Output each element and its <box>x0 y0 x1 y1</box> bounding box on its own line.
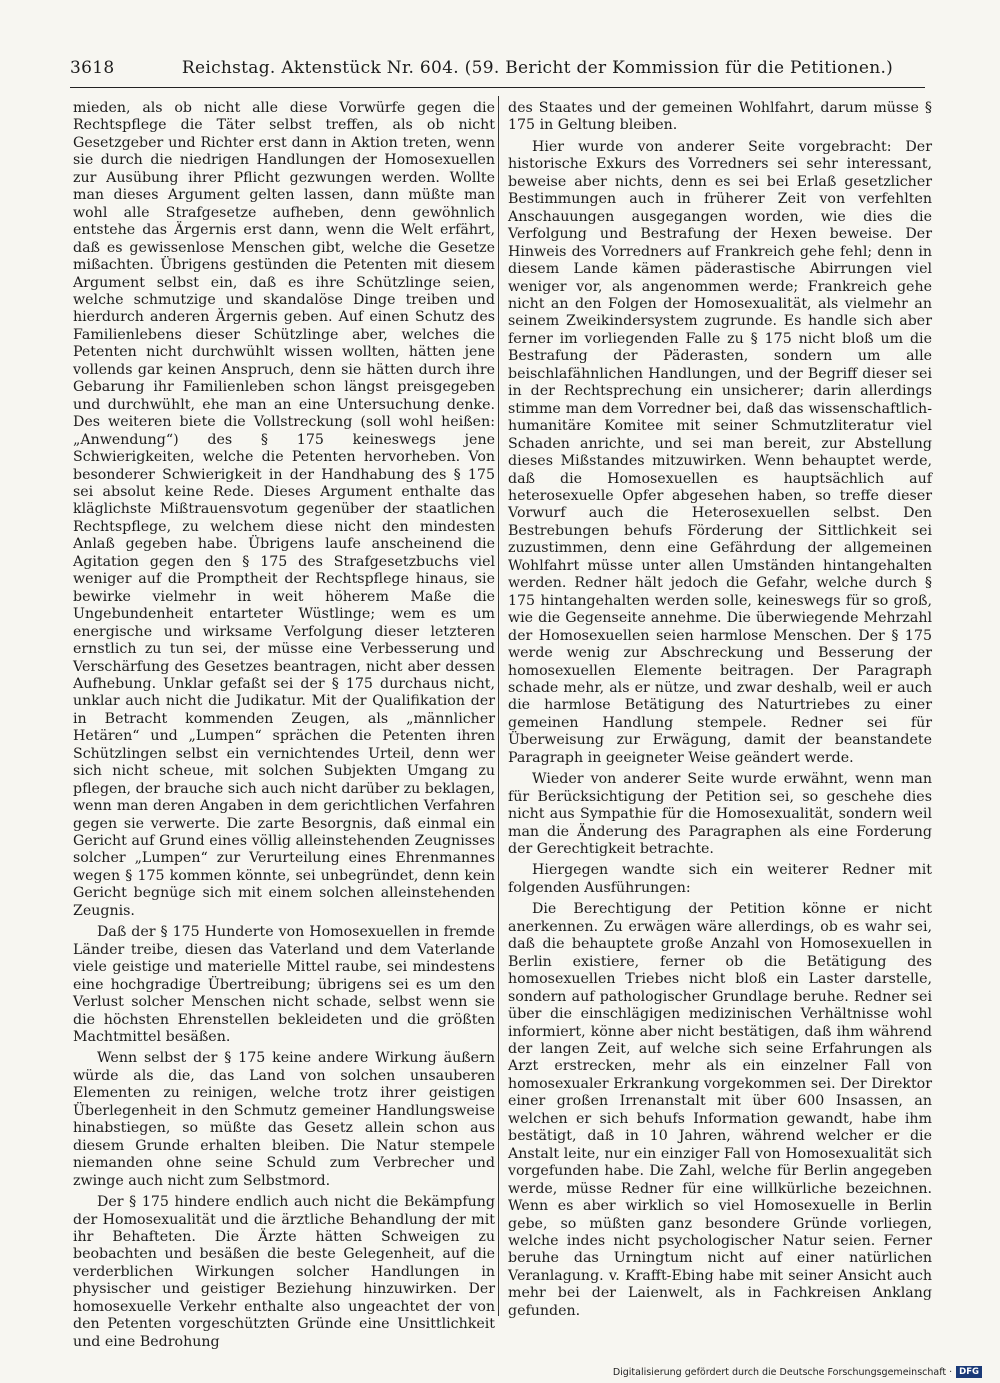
right-column <box>508 100 932 1320</box>
digitization-footer <box>613 1366 982 1378</box>
paragraph: Der § 175 hindere endlich auch nicht die Bekämpfung der Homosexualität und die ärztliche Behandlung der mit ihr Behafteten. Die Ärzte hätten Schweigen zu beobachten und besäßen die beste Gelegenheit, auf die verderblichen Wirkungen solcher Handlungen in physischer und geistiger Beziehung hinzuwirken. Der homosexuelle Verkehr enthalte also ungeachtet der von den Petenten vorgeschützten Gründe eine Unsittlichkeit und eine Bedrohung <box>73 1194 495 1350</box>
left-column <box>73 100 495 1351</box>
paragraph: Hier wurde von anderer Seite vorgebracht: Der historische Exkurs des Vorredners sei sehr interessant, beweise aber nichts, denn es sei bei Erlaß gesetzlicher Bestimmungen auch in früherer Zeit von verfehlten Anschauungen ausgegangen worden, wie dies die Verfolgung und Bestrafung der Hexen beweise. Der Hinweis des Vorredners auf Frankreich gehe fehl; denn in diesem Lande kämen päderastische Abirrungen viel weniger vor, als angenommen werde; Frankreich gehe nicht an den Folgen der Homosexualität, als vielmehr an seinem Zweikindersystem zugrunde. Es handle sich aber ferner im vorliegenden Falle zu § 175 nicht bloß um die Bestrafung der Päderasten, sondern um alle beischlafähnlichen Handlungen, und der Begriff dieser sei in der Rechtsprechung ein unsicherer; darin allerdings stimme man dem Vorredner bei, daß das wissenschaftlich-humanitäre Komitee mit seiner Schmutzliteratur viel Schaden anrichte, und sei man bereit, zur Abstellung dieses Mißstandes mitzuwirken. Wenn behauptet werde, daß die Homosexuellen es hauptsächlich auf heterosexuelle Opfer abgesehen haben, so treffe dieser Vorwurf auch die Heterosexuellen selbst. Den Bestrebungen behufs Förderung der Sittlichkeit sei zuzustimmen, denn eine Gefährdung der allgemeinen Wohlfahrt müsse unter allen Umständen hintangehalten werden. Redner hält jedoch die Gefahr, welche durch § 175 hintangehalten werden solle, keineswegs für so groß, wie die Gegenseite annehme. Die überwiegende Mehrzahl der Homosexuellen seien harmlose Menschen. Der § 175 werde wenig zur Abschreckung und Besserung der homosexuellen Elemente beitragen. Der Paragraph schade mehr, als er nütze, und zwar deshalb, weil er auch die harmlose Betätigung des Naturtriebes zu einer gemeinen Handlung stempele. Redner sei für Überweisung zur Erwägung, damit der beanstandete Paragraph in geeigneter Weise geändert werde. <box>508 138 932 766</box>
paragraph: Die Berechtigung der Petition könne er nicht anerkennen. Zu erwägen wäre allerdings, ob es wahr sei, daß die behauptete große Anzahl von Homosexuellen in Berlin existiere, ferner ob die Betätigung des homosexuellen Triebes nicht bloß ein Laster darstelle, sondern auf pathologischer Grundlage beruhe. Redner sei über die einschlägigen medizinischen Verhältnisse wohl informiert, könne aber nicht bestätigen, daß ihm während der langen Zeit, auf welche sich seine Erfahrungen als Arzt erstrecken, mehr als ein einzelner Fall von homosexualer Erkrankung vorgekommen sei. Der Direktor einer großen Irrenanstalt mit über 600 Insassen, an welchen er sich behufs Information gewandt, habe ihm bestätigt, daß in 10 Jahren, während welcher er die Anstalt leite, nur ein einziger Fall von Homosexualität sich vorgefunden habe. Die Zahl, welche für Berlin angegeben werde, müsse Redner für eine willkürliche bezeichnen. Wenn es aber wirklich so viel Homosexuelle in Berlin gebe, so müßten ganz besondere Gründe vorliegen, welche indes nicht psychologischer Natur seien. Ferner beruhe das Urningtum nicht auf einer natürlichen Veranlagung. v. Krafft-Ebing habe mit seiner Ansicht auch mehr bei der Laienwelt, als in Fachkreisen Anklang gefunden. <box>508 901 932 1319</box>
column-divider <box>498 96 499 1316</box>
header-rule <box>70 87 925 88</box>
paragraph: des Staates und der gemeinen Wohlfahrt, darum müsse § 175 in Geltung bleiben. <box>508 100 932 134</box>
paragraph: Wenn selbst der § 175 keine andere Wirkung äußern würde als die, das Land von solchen unsauberen Elementen zu reinigen, welche trotz ihrer geistigen Überlegenheit in den Schmutz gemeiner Handlungsweise hinabstiegen, so müßte das Gesetz allein schon aus diesem Grunde erhalten bleiben. Die Natur stempele niemanden ohne seine Schuld zum Verbrecher und zwinge auch nicht zum Selbstmord. <box>73 1050 495 1189</box>
page-number: 3618 <box>70 58 115 78</box>
dfg-logo: DFG <box>956 1366 982 1378</box>
paragraph: Hiergegen wandte sich ein weiterer Redner mit folgenden Ausführungen: <box>508 862 932 896</box>
footer-text: Digitalisierung gefördert durch die Deutsche Forschungsgemeinschaft · <box>612 1366 953 1378</box>
paragraph: Wieder von anderer Seite wurde erwähnt, wenn man für Berücksichtigung der Petition sei, so geschehe dies nicht aus Sympathie für die Homosexualität, sondern weil man die Änderung des Paragraphen als eine Forderung der Gerechtigkeit betrachte. <box>508 771 932 858</box>
paragraph: mieden, als ob nicht alle diese Vorwürfe gegen die Rechtspflege die Täter selbst treffen, als ob nicht Gesetzgeber und Richter erst dann in Aktion treten, wenn sie durch die niedrigen Handlungen der Homosexuellen zur Ausübung ihrer Pflicht gezwungen werden. Wollte man dieses Argument gelten lassen, dann müßte man wohl alle Strafgesetze aufheben, denn gewöhnlich entstehe das Ärgernis erst dann, wenn die Welt erfährt, daß es gewissenlose Menschen gibt, welche die Gesetze mißachten. Übrigens gestünden die Petenten mit diesem Argument selbst ein, daß es ihre Schützlinge seien, welche schmutzige und skandalöse Dinge treiben und hierdurch anderen Ärgernis geben. Auf einen Schutz des Familienlebens dieser Schützlinge aber, welches die Petenten nicht durchwühlt wissen wollten, hätten jene vollends gar keinen Anspruch, denn sie hätten durch ihre Gebarung ihr Familienleben schon längst preisgegeben und durchwühlt, ehe man an eine Untersuchung denke. Des weiteren biete die Vollstreckung (soll wohl heißen: „Anwendung“) des § 175 keineswegs jene Schwierigkeiten, welche die Petenten hervorheben. Von besonderer Schwierigkeit in der Handhabung des § 175 sei absolut keine Rede. Dieses Argument enthalte das kläglichste Mißtrauensvotum gegenüber der staatlichen Rechtspflege, zu welchem diese nicht den mindesten Anlaß gegeben habe. Übrigens laufe anscheinend die Agitation gegen den § 175 des Strafgesetzbuchs viel weniger auf die Promptheit der Rechtspflege hinaus, sie bewirke vielmehr in weit höherem Maße die Ungebundenheit entarteter Wüstlinge; wem es um energische und wirksame Verfolgung dieser letzteren ernstlich zu tun sei, der müsse eine Verbesserung und Verschärfung des Gesetzes beantragen, nicht aber dessen Aufhebung. Unklar gefaßt sei der § 175 durchaus nicht, unklar auch nicht die Judikatur. Mit der Qualifikation der in Betracht kommenden Zeugen, als „männlicher Hetären“ und „Lumpen“ sprächen die Petenten ihren Schützlingen selbst ein vernichtendes Urteil, denn wer sich nicht scheue, mit solchen Subjekten Umgang zu pflegen, der brauche sich auch nicht darüber zu beklagen, wenn man deren Angaben in dem gerichtlichen Verfahren gegen sie verwerte. Die zarte Besorgnis, daß einmal ein Gericht auf Grund eines völlig alleinstehenden Zeugnisses solcher „Lumpen“ zur Verurteilung eines Ehrenmannes wegen § 175 kommen könnte, sei unbegründet, denn kein Gericht begnüge sich mit einem solchen alleinstehenden Zeugnis. <box>73 100 495 919</box>
paragraph: Daß der § 175 Hunderte von Homosexuellen in fremde Länder treibe, diesen das Vaterland und dem Vaterlande viele geistige und materielle Mittel raube, sei mindestens eine hochgradige Übertreibung; übrigens sei es um den Verlust solcher Menschen nicht schade, selbst wenn sie die höchsten Ehrenstellen bekleideten und die größten Machtmittel besäßen. <box>73 924 495 1046</box>
header-title: Reichstag. Aktenstück Nr. 604. (59. Bericht der Kommission für die Petitionen.) <box>181 58 894 78</box>
running-header <box>70 58 925 84</box>
